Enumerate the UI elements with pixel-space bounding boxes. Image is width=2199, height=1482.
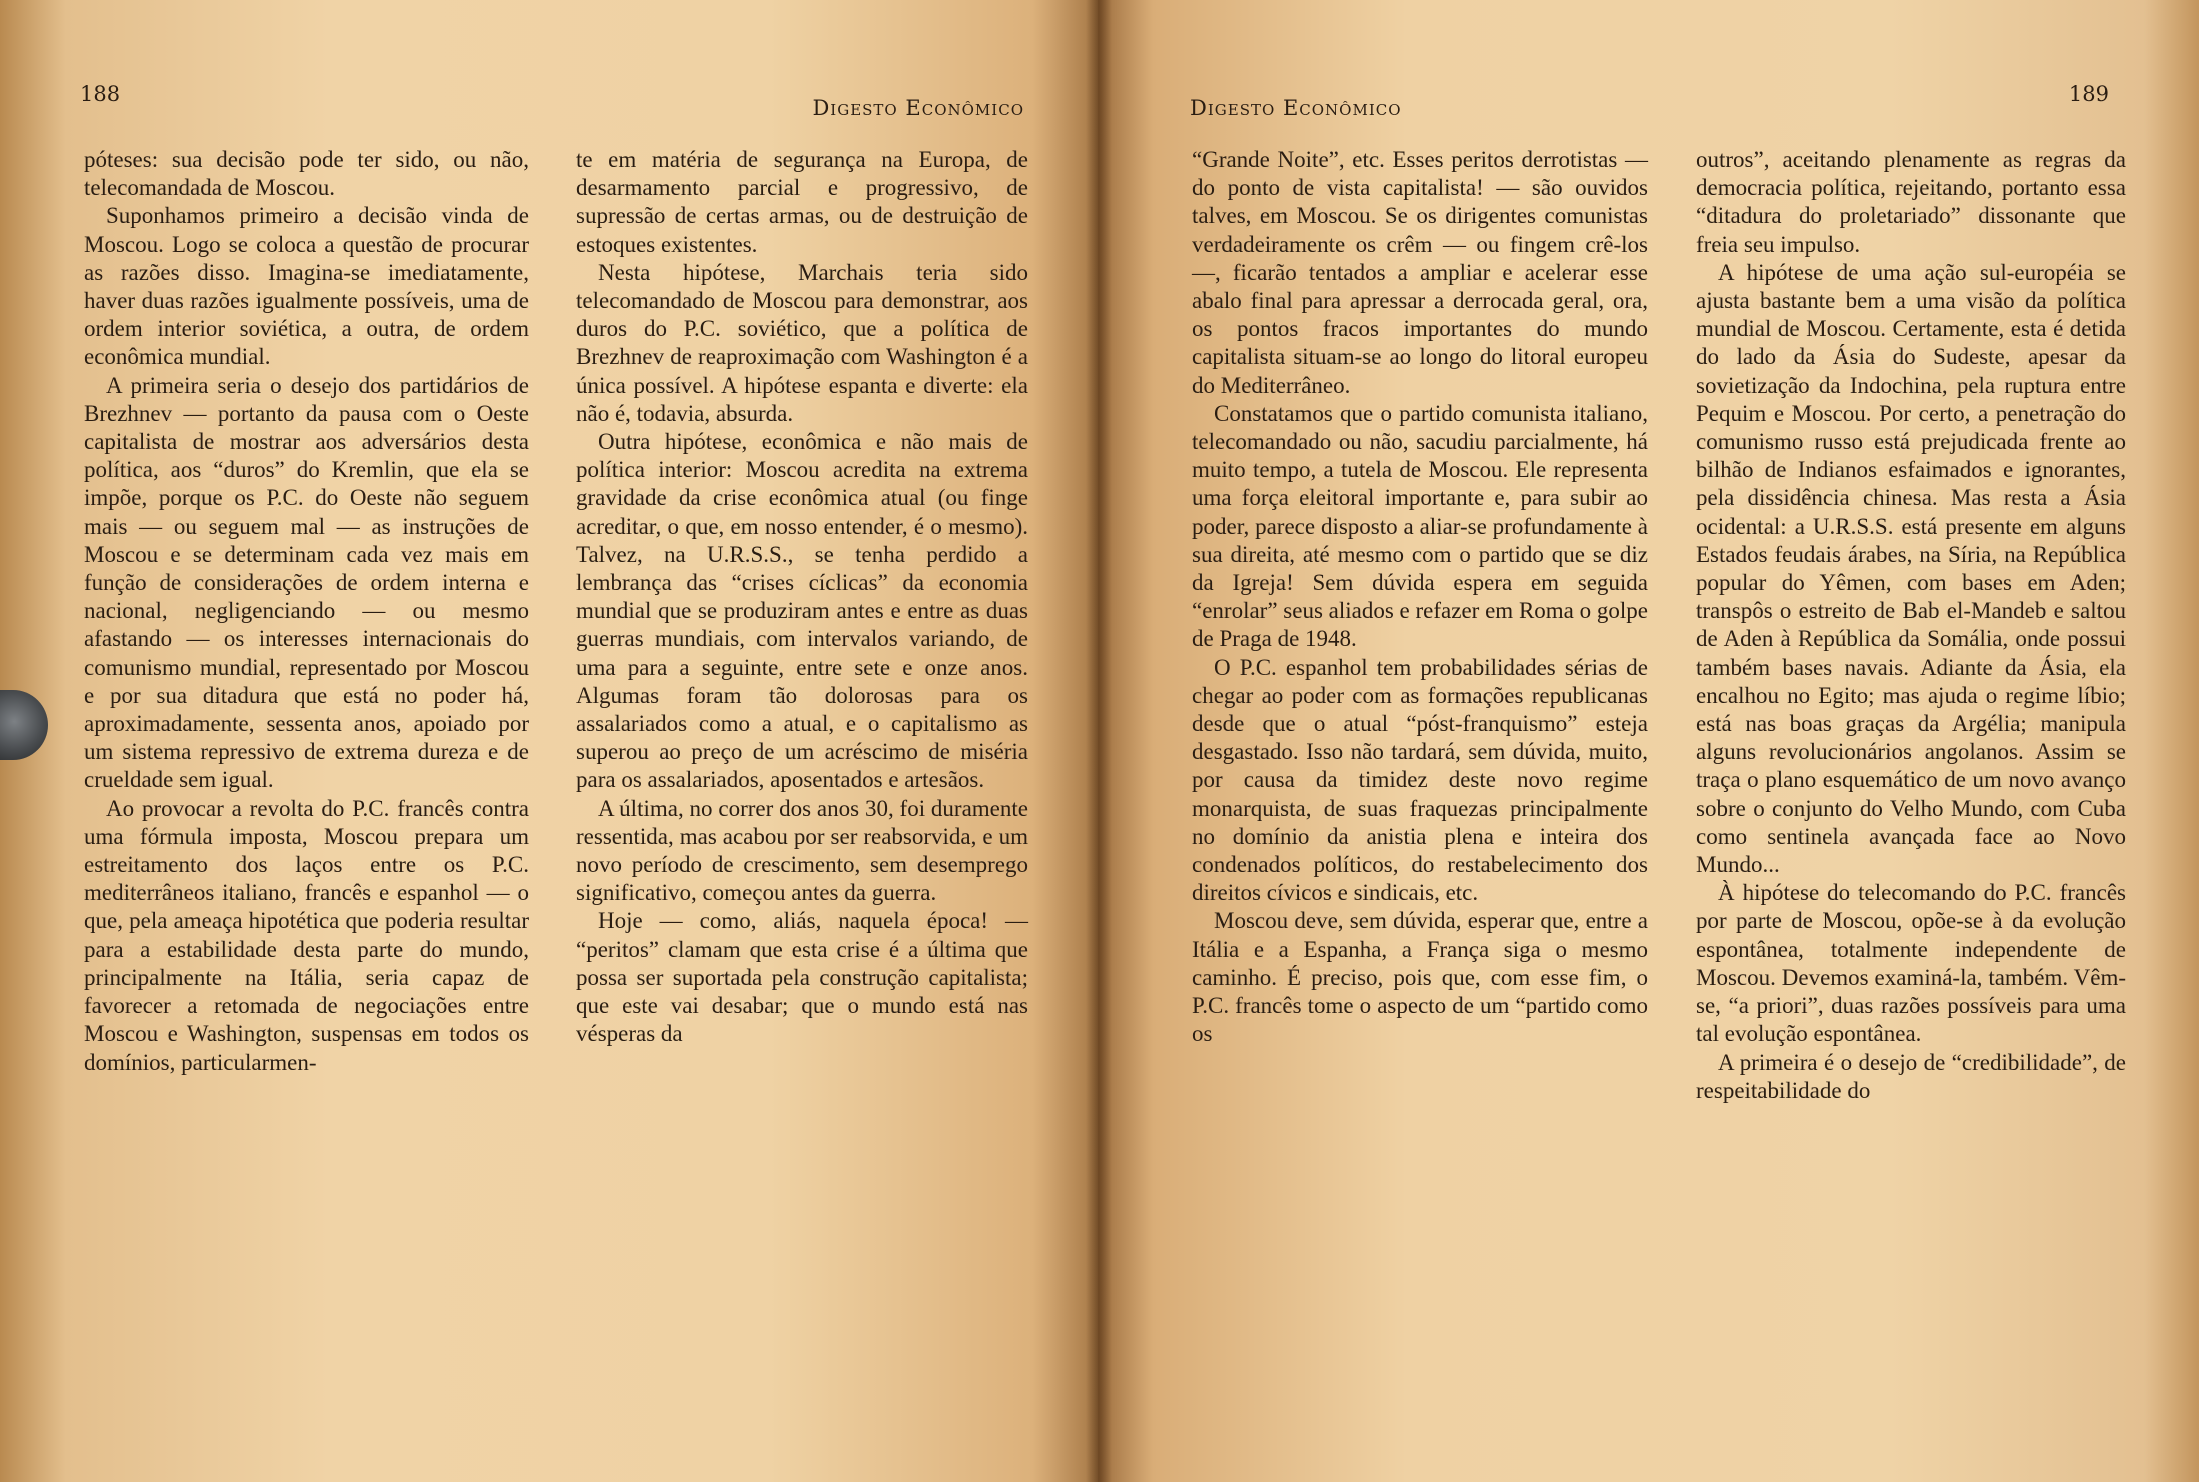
paragraph: Ao provocar a revolta do P.C. francês contra uma fórmula imposta, Moscou prepara um estreitamento dos laços entre os P.C. mediterrâneos italiano, francês e espanhol — o que, pela ameaça hipotética que poderia resultar para a estabilidade desta parte do mundo, principalmente na Itália, seria capaz de favorecer a retomada de negociações entre Moscou e Washington, suspensas em todos os domínios, particularmen- [84, 795, 529, 1075]
text-column [1696, 146, 2126, 1105]
text-column [84, 146, 529, 1077]
paragraph: Nesta hipótese, Marchais teria sido telecomandado de Moscou para demonstrar, aos duros do P.C. soviético, que a política de Brezhnev de reaproximação com Washington é a única possível. A hipótese espanta e diverte: ela não é, todavia, absurda. [576, 259, 1028, 426]
paragraph: A última, no correr dos anos 30, foi duramente ressentida, mas acabou por ser reabsorvida, e um novo período de crescimento, sem desemprego significativo, começou antes da guerra. [576, 795, 1028, 906]
paragraph: A primeira é o desejo de “credibilidade”, de respeitabilidade do [1696, 1049, 2126, 1103]
text-column [1192, 146, 1648, 1049]
page-number: 188 [80, 82, 121, 106]
right-page [1098, 0, 2199, 1482]
paragraph: Constatamos que o partido comunista italiano, telecomandado ou não, sacudiu parcialmente, há muito tempo, a tutela de Moscou. Ele representa uma força eleitoral importante e, para subir ao poder, parece disposto a aliar-se profundamente à sua direita, até mesmo com o partido que se diz da Igreja! Sem dúvida espera em seguida “enrolar” seus aliados e refazer em Roma o golpe de Praga de 1948. [1192, 400, 1648, 652]
paragraph: outros”, aceitando plenamente as regras da democracia política, rejeitando, portanto essa “ditadura do proletariado” dissonante que freia seu impulso. [1696, 147, 2126, 257]
paragraph: Outra hipótese, econômica e não mais de política interior: Moscou acredita na extrema gravidade da crise econômica atual (ou finge acreditar, o que, em nosso entender, é o mesmo). Talvez, na U.R.S.S., se tenha perdido a lembrança das “crises cíclicas” da economia mundial que se produziram antes e entre as duas guerras mundiais, com intervalos variando, de uma para a seguinte, entre sete e onze anos. Algumas foram tão dolorosas para os assalariados como a atual, e o capitalismo as superou ao preço de um acréscimo de miséria para os assalariados, aposentados e artesãos. [576, 429, 1028, 793]
paragraph: O P.C. espanhol tem probabilidades sérias de chegar ao poder com as formações republicanas desde que o atual “póst-franquismo” esteja desgastado. Isso não tardará, sem dúvida, muito, por causa da timidez deste novo regime monarquista, de suas fraquezas principalmente no domínio da anistia plena e inteira dos condenados políticos, do restabelecimento dos direitos cívicos e sindicais, etc. [1192, 654, 1648, 906]
paragraph: Hoje — como, aliás, naquela época! — “peritos” clamam que esta crise é a última que possa ser suportada pela construção capitalista; que este vai desabar; que o mundo está nas vésperas da [576, 908, 1028, 1047]
metal-clip [0, 690, 48, 760]
running-head: Digesto Econômico [1190, 96, 1402, 120]
paragraph: À hipótese do telecomando do P.C. francês por parte de Moscou, opõe-se à da evolução espontânea, totalmente independente de Moscou. Devemos examiná-la, também. Vêm-se, “a priori”, duas razões possíveis para uma tal evolução espontânea. [1696, 880, 2126, 1047]
book-gutter [1086, 0, 1112, 1482]
left-page [0, 0, 1098, 1482]
paragraph: Suponhamos primeiro a decisão vinda de Moscou. Logo se coloca a questão de procurar as razões disso. Imagina-se imediatamente, haver duas razões igualmente possíveis, uma de ordem interior soviética, a outra, de ordem econômica mundial. [84, 203, 529, 370]
paragraph: póteses: sua decisão pode ter sido, ou não, telecomandada de Moscou. [84, 147, 529, 201]
paragraph: Moscou deve, sem dúvida, esperar que, entre a Itália e a Espanha, a França siga o mesmo caminho. É preciso, pois que, com esse fim, o P.C. francês tome o aspecto de um “partido como os [1192, 908, 1648, 1047]
paragraph: A primeira seria o desejo dos partidários de Brezhnev — portanto da pausa com o Oeste capitalista de mostrar aos adversários desta política, aos “duros” do Kremlin, que ela se impõe, porque os P.C. do Oeste não seguem mais — ou seguem mal — as instruções de Moscou e se determinam cada vez mais em função de considerações de ordem interna e nacional, negligenciando — ou mesmo afastando — os interesses internacionais do comunismo mundial, representado por Moscou e por sua ditadura que está no poder há, aproximadamente, sessenta anos, apoiado por um sistema repressivo de extrema dureza e de crueldade sem igual. [84, 372, 529, 793]
text-column [576, 146, 1028, 1049]
paragraph: te em matéria de segurança na Europa, de desarmamento parcial e progressivo, de supressão de certas armas, ou de destruição de estoques existentes. [576, 147, 1028, 257]
paragraph: “Grande Noite”, etc. Esses peritos derrotistas — do ponto de vista capitalista! — são ouvidos talves, em Moscou. Se os dirigentes comunistas verdadeiramente os crêm — ou fingem crê-los —, ficarão tentados a ampliar e acelerar esse abalo final para apressar a derrocada geral, ora, os pontos fracos importantes do mundo capitalista situam-se ao longo do litoral europeu do Mediterrâneo. [1192, 147, 1648, 398]
paragraph: A hipótese de uma ação sul-européia se ajusta bastante bem a uma visão da política mundial de Moscou. Certamente, esta é detida do lado da Ásia do Sudeste, apesar da sovietização da Indochina, pela ruptura entre Pequim e Moscou. Por certo, a penetração do comunismo russo está prejudicada frente ao bilhão de Indianos esfaimados e ignorantes, pela dissidência chinesa. Mas resta a Ásia ocidental: a U.R.S.S. está presente em alguns Estados feudais árabes, na Síria, na República popular do Yêmen, com bases em Aden; transpôs o estreito de Bab el-Mandeb e saltou de Aden à República da Somália, onde possui também bases navais. Adiante da Ásia, ela encalhou no Egito; mas ajuda o regime líbio; está nas boas graças da Argélia; manipula alguns revolucionários angolanos. Assim se traça o plano esquemático de um novo avanço sobre o conjunto do Velho Mundo, com Cuba como sentinela avançada face ao Novo Mundo... [1696, 259, 2126, 878]
page-number: 189 [2068, 82, 2109, 106]
running-head: Digesto Econômico [812, 96, 1024, 120]
